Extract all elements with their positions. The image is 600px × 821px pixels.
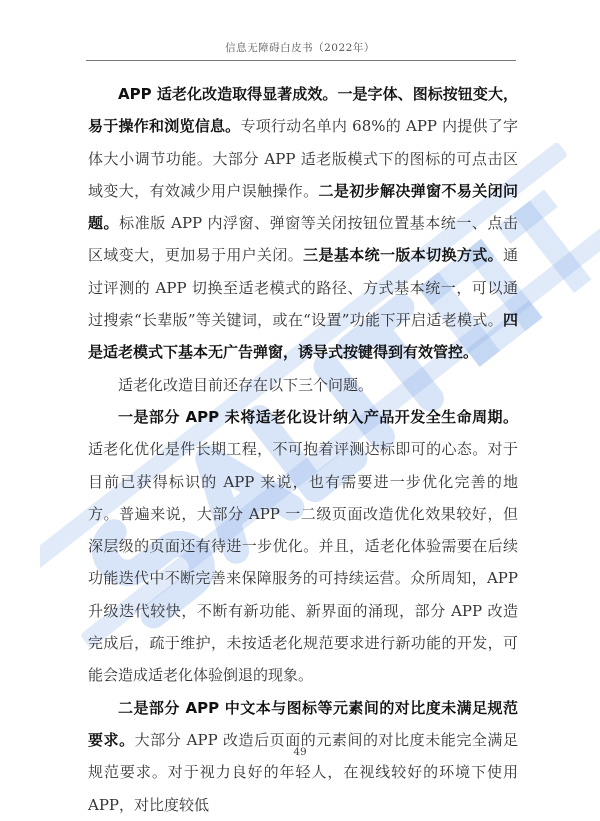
- bold-lead: 二是初步解决弹窗不易关闭问题。: [88, 181, 518, 233]
- text-run: 适老化优化是件长期工程，不可抱着评测达标即可的心态。对于目前已获得标识的 APP 来说，也有需要进一步优化完善的地方。普遍来说，大部分 APP 一二级页面改造优化效果较好，但深层级的页面还有待进一步优化。并且，适老化体验需要在后续功能迭代中不断完善来保障服务的可持续运营。众所周知，APP 升级迭代较快，不断有新功能、新界面的涌现，部分 APP 改造完成后，疏于维护，未按适老化规范要求进行新功能的开发，可能会造成适老化体验倒退的现象。: [88, 440, 518, 685]
- paragraph: [88, 401, 518, 692]
- bold-lead: APP 适老化改造取得显著成效。一是字体、图标按钮变大，易于操作和浏览信息。: [88, 85, 518, 136]
- text-run: 标准版 APP 内浮窗、弹窗等关闭按钮位置基本统一、点击区域变大，更加易于用户关闭。: [88, 214, 518, 265]
- paragraph: [88, 78, 518, 369]
- bold-lead: 一是部分 APP 未将适老化设计纳入产品开发全生命周期。: [118, 407, 518, 426]
- text-run: 通过评测的 APP 切换至适老模式的路径、方式基本统一，可以通过搜索“长辈版”等关键词，或在“设置”功能下开启适老模式。: [88, 246, 518, 330]
- bold-lead: 四是适老模式下基本无广告弹窗，诱导式按键得到有效管控。: [88, 311, 518, 362]
- bold-lead: 三是基本统一版本切换方式。: [303, 246, 503, 265]
- header-divider: [86, 60, 516, 61]
- text-run: 大部分 APP 改造后页面的元素间的对比度未能完全满足规范要求。对于视力良好的年轻人，在视线较好的环境下使用 APP，对比度较低: [88, 730, 518, 814]
- running-header: 信息无障碍白皮书（2022年）: [225, 42, 375, 54]
- body-text: [88, 78, 518, 821]
- paragraph: [88, 369, 518, 401]
- text-run: 适老化改造目前还存在以下三个问题。: [118, 375, 374, 394]
- page-number: 49: [293, 746, 307, 758]
- bold-lead: 二是部分 APP 中文本与图标等元素间的对比度未满足规范要求。: [88, 698, 518, 749]
- text-run: 专项行动名单内 68%的 APP 内提供了字体大小调节功能。大部分 APP 适老版模式下的图标的可点击区域变大，有效减少用户误触操作。: [88, 117, 518, 200]
